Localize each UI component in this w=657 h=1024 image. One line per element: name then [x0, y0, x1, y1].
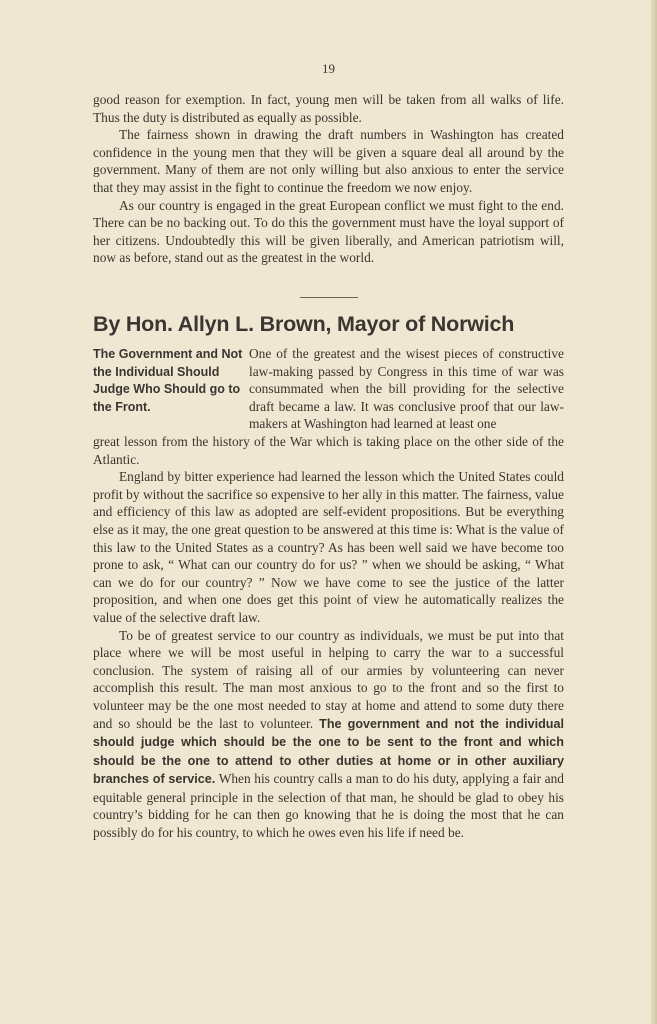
side-paragraph: One of the greatest and the wisest pieces of constructive law-making passed by Congress in this time of war was consummated when the bill providing for the selective draft became a law. It was conclusive proof that our law-makers at Washington had learned at least one: [249, 346, 564, 432]
paragraph: [93, 627, 564, 842]
paragraph: As our country is engaged in the great European conflict we must fight to the end. There can be no backing out. To do this the government must have the loyal support of her citizens. Undoubtedly this will be given liberally, and American patriotism will, now as before, stand out as the greatest in the world.: [93, 197, 564, 266]
page-number: 19: [322, 61, 335, 76]
section-heading: By Hon. Allyn L. Brown, Mayor of Norwich: [93, 312, 515, 336]
page-spine-shadow: [651, 0, 657, 1024]
side-heading: The Government and Not the Individual Should Judge Who Should go to the Front.: [93, 347, 243, 414]
paragraph-continuation: great lesson from the history of the War which is taking place on the other side of the Atlantic.: [93, 434, 564, 467]
article-body: [93, 433, 564, 842]
section-divider: [300, 297, 358, 298]
paragraph-text: To be of greatest service to our country as individuals, we must be put into that place where we will be most useful in helping to carry the war to a successful conclusion. The system of raising all of our armies by volunteering can never accomplish this result. The man most anxious to go to the front and so the first to volunteer may be the one most needed to stay at home and attend to some duty there and so should be the last to volunteer.: [93, 627, 564, 731]
paragraph: The fairness shown in drawing the draft numbers in Washington has created confidence in the young men that they will be given a square deal all around by the government. Many of them are not only willing but also anxious to enter the service that they may assist in the fight to continue the freedom we now enjoy.: [93, 127, 564, 195]
paragraph: good reason for exemption. In fact, young men will be taken from all walks of life. Thus the duty is distributed as equally as possible.: [93, 92, 564, 125]
top-section: [93, 91, 564, 267]
paragraph: England by bitter experience had learned the lesson which the United States could profit by without the sacrifice so expensive to her ally in this matter. The fairness, value and efficiency of this law as adopted are self-evident propositions. But be everything else as it may, the one great question to be answered at this time is: What is the value of this law to the United States as a country? As has been well said we have become too prone to ask, “ What can our country do for us? ” when we should be asking, “ What can we do for our country? ” Now we have come to see the justice of the latter proposition, and when one does get this point of view he automatically realizes the value of the selective draft law.: [93, 469, 564, 625]
paragraph-text: When his country calls a man to do his duty, applying a fair and equitable general principle in the selection of that man, he should be glad to obey his country’s bidding for he can then go knowing that he is doing the most that he can possibly do for his country, to which he owes even his life if need be.: [93, 771, 564, 841]
emphasized-text: The government and not the individual should judge which should be the one to be sent to the front and which should be the one to attend to other duties at home or in other auxiliary branches of service.: [93, 716, 564, 787]
